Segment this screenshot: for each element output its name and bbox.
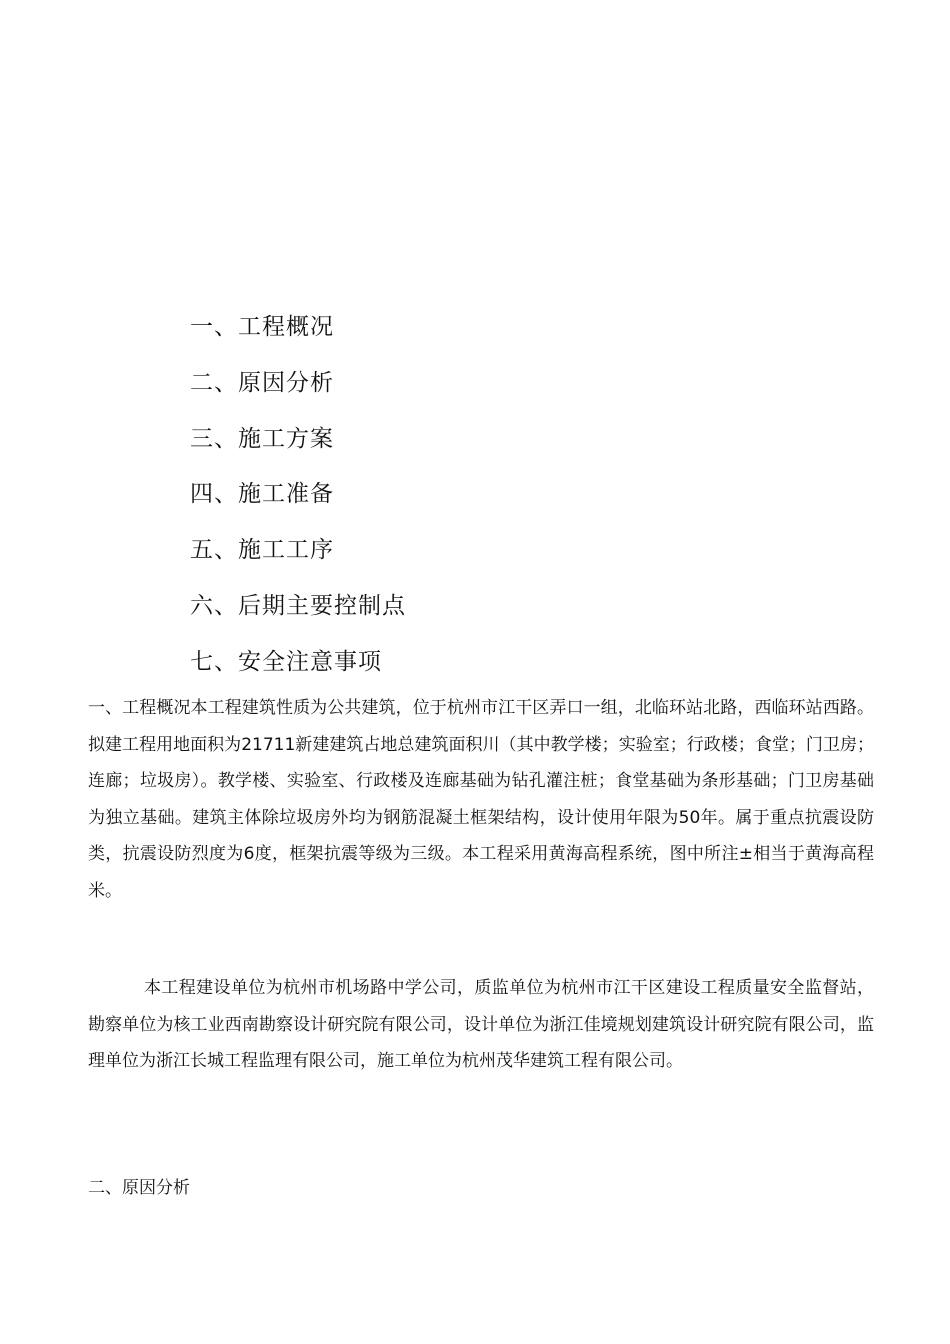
toc-item-construction-procedure: 五、施工工序 xyxy=(190,537,334,564)
project-parties-paragraph: 本工程建设单位为杭州市机场路中学公司，质监单位为杭州市江干区建设工程质量安全监督站，勘察单位为核工业西南勘察设计研究院有限公司，设计单位为浙江佳境规划建筑设计研究院有限公司，监理单位为浙江长城工程监理有限公司，施工单位为杭州茂华建筑工程有限公司。 xyxy=(88,978,874,1071)
toc-item-key-control-points: 六、后期主要控制点 xyxy=(190,592,406,619)
cause-analysis-heading: 二、原因分析 xyxy=(88,1178,190,1198)
toc-item-project-overview: 一、工程概况 xyxy=(190,314,334,340)
toc-item-safety-precautions: 七、安全注意事项 xyxy=(190,648,382,675)
toc-item-construction-plan: 三、施工方案 xyxy=(190,425,334,452)
toc-item-cause-analysis: 二、原因分析 xyxy=(190,369,334,396)
table-of-contents xyxy=(190,310,406,701)
project-overview-paragraph: 一、工程概况本工程建筑性质为公共建筑，位于杭州市江干区弄口一组，北临环站北路，西临环站西路。拟建工程用地面积为21711新建建筑占地总建筑面积川（其中教学楼；实验室；行政楼；食堂；门卫房；连廊；垃圾房）。教学楼、实验室、行政楼及连廊基础为钻孔灌注桩；食堂基础为条形基础；门卫房基础为独立基础。建筑主体除垃圾房外均为钢筋混凝土框架结构，设计使用年限为50年。属于重点抗震设防类，抗震设防烈度为6度，框架抗震等级为三级。本工程采用黄海高程系统，图中所注±相当于黄海高程米。 xyxy=(88,698,874,901)
toc-item-construction-preparation: 四、施工准备 xyxy=(190,481,334,508)
